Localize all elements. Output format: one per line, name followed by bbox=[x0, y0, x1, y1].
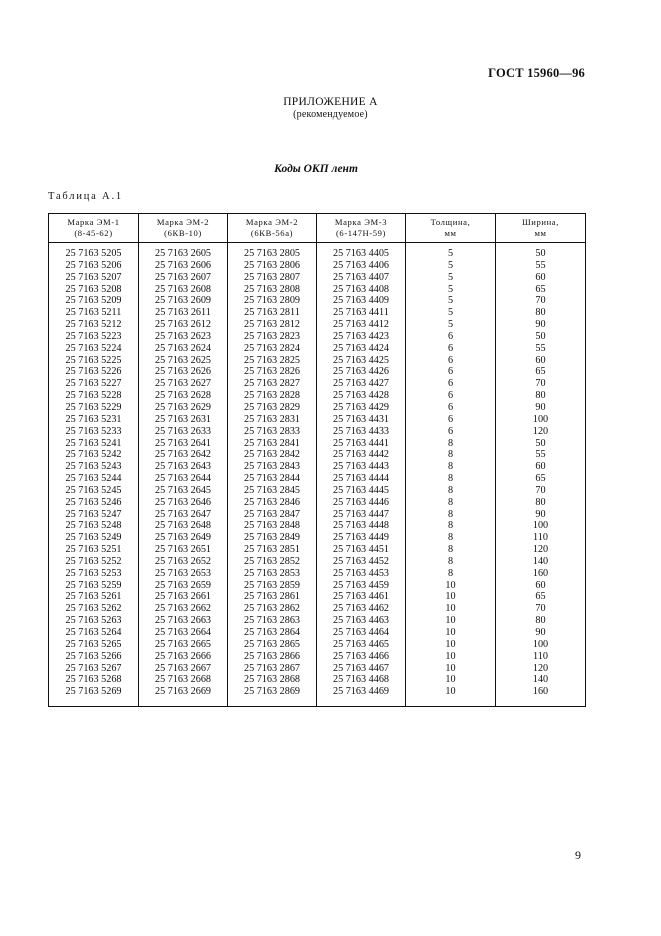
table-cell: 70 bbox=[496, 603, 586, 615]
table-row bbox=[49, 544, 586, 556]
table-row bbox=[49, 509, 586, 521]
table-cell: 90 bbox=[496, 319, 586, 331]
table-cell: 25 7163 2828 bbox=[228, 390, 317, 402]
table-row bbox=[49, 307, 586, 319]
table-row bbox=[49, 260, 586, 272]
table-cell: 10 bbox=[406, 627, 496, 639]
table-row bbox=[49, 520, 586, 532]
table-row bbox=[49, 686, 586, 706]
table-cell: 80 bbox=[496, 615, 586, 627]
table-cell: 25 7163 2809 bbox=[228, 295, 317, 307]
table-cell: 80 bbox=[496, 307, 586, 319]
column-header-line: (6КВ-10) bbox=[164, 228, 202, 238]
table-cell: 120 bbox=[496, 426, 586, 438]
table-cell: 25 7163 2833 bbox=[228, 426, 317, 438]
table-cell: 5 bbox=[406, 272, 496, 284]
page-number: 9 bbox=[575, 848, 581, 862]
table-cell: 25 7163 2661 bbox=[139, 591, 228, 603]
table-cell: 25 7163 5251 bbox=[49, 544, 139, 556]
table-cell: 25 7163 4451 bbox=[317, 544, 406, 556]
table-cell: 25 7163 2853 bbox=[228, 568, 317, 580]
table-cell: 65 bbox=[496, 591, 586, 603]
table-row bbox=[49, 532, 586, 544]
table-cell: 160 bbox=[496, 686, 586, 706]
table-row bbox=[49, 497, 586, 509]
table-cell: 25 7163 5252 bbox=[49, 556, 139, 568]
table-row bbox=[49, 674, 586, 686]
table-cell: 25 7163 4469 bbox=[317, 686, 406, 706]
table-cell: 10 bbox=[406, 603, 496, 615]
table-cell: 25 7163 4447 bbox=[317, 509, 406, 521]
table-cell: 90 bbox=[496, 402, 586, 414]
table-cell: 25 7163 5263 bbox=[49, 615, 139, 627]
table-cell: 25 7163 2827 bbox=[228, 378, 317, 390]
table-cell: 120 bbox=[496, 663, 586, 675]
table-cell: 100 bbox=[496, 520, 586, 532]
table-cell: 25 7163 2823 bbox=[228, 331, 317, 343]
table-cell: 25 7163 2626 bbox=[139, 366, 228, 378]
table-cell: 8 bbox=[406, 473, 496, 485]
table-cell: 25 7163 5211 bbox=[49, 307, 139, 319]
table-cell: 25 7163 2861 bbox=[228, 591, 317, 603]
table-cell: 55 bbox=[496, 343, 586, 355]
table-cell: 60 bbox=[496, 461, 586, 473]
table-cell: 25 7163 2843 bbox=[228, 461, 317, 473]
table-cell: 25 7163 2611 bbox=[139, 307, 228, 319]
table-row bbox=[49, 343, 586, 355]
table-cell: 5 bbox=[406, 243, 496, 260]
table-cell: 25 7163 2667 bbox=[139, 663, 228, 675]
table-cell: 25 7163 5207 bbox=[49, 272, 139, 284]
table-cell: 10 bbox=[406, 591, 496, 603]
document-code: ГОСТ 15960—96 bbox=[488, 66, 585, 80]
table-cell: 25 7163 4465 bbox=[317, 639, 406, 651]
table-cell: 25 7163 5225 bbox=[49, 355, 139, 367]
table-cell: 25 7163 4443 bbox=[317, 461, 406, 473]
table-cell: 25 7163 2806 bbox=[228, 260, 317, 272]
column-header-line: Марка ЭМ-3 bbox=[334, 217, 388, 227]
table-cell: 8 bbox=[406, 532, 496, 544]
table-cell: 25 7163 5262 bbox=[49, 603, 139, 615]
table-cell: 6 bbox=[406, 331, 496, 343]
table-cell: 25 7163 4409 bbox=[317, 295, 406, 307]
table-cell: 25 7163 2612 bbox=[139, 319, 228, 331]
table-cell: 100 bbox=[496, 414, 586, 426]
table-cell: 25 7163 4467 bbox=[317, 663, 406, 675]
table-cell: 80 bbox=[496, 497, 586, 509]
table-cell: 25 7163 2807 bbox=[228, 272, 317, 284]
table-cell: 25 7163 5266 bbox=[49, 651, 139, 663]
column-header-line: (8-45-62) bbox=[74, 228, 113, 238]
table-cell: 120 bbox=[496, 544, 586, 556]
table-cell: 50 bbox=[496, 243, 586, 260]
table-cell: 25 7163 2825 bbox=[228, 355, 317, 367]
table-cell: 25 7163 5268 bbox=[49, 674, 139, 686]
table-row bbox=[49, 402, 586, 414]
table-cell: 25 7163 5229 bbox=[49, 402, 139, 414]
table-header-row bbox=[49, 214, 586, 243]
table-cell: 25 7163 4462 bbox=[317, 603, 406, 615]
table-cell: 25 7163 4464 bbox=[317, 627, 406, 639]
table-cell: 8 bbox=[406, 449, 496, 461]
table-cell: 25 7163 2824 bbox=[228, 343, 317, 355]
table-cell: 25 7163 5269 bbox=[49, 686, 139, 706]
table-row bbox=[49, 663, 586, 675]
table-cell: 60 bbox=[496, 355, 586, 367]
table-cell: 90 bbox=[496, 627, 586, 639]
table-cell: 25 7163 2812 bbox=[228, 319, 317, 331]
table-cell: 25 7163 2641 bbox=[139, 438, 228, 450]
table-cell: 25 7163 4452 bbox=[317, 556, 406, 568]
table-cell: 25 7163 4449 bbox=[317, 532, 406, 544]
table-cell: 25 7163 2869 bbox=[228, 686, 317, 706]
table-cell: 10 bbox=[406, 674, 496, 686]
table-cell: 25 7163 5247 bbox=[49, 509, 139, 521]
table-cell: 25 7163 4444 bbox=[317, 473, 406, 485]
table-cell: 65 bbox=[496, 284, 586, 296]
table-cell: 70 bbox=[496, 295, 586, 307]
column-header-line: мм bbox=[444, 228, 457, 238]
table-cell: 25 7163 4448 bbox=[317, 520, 406, 532]
table-cell: 8 bbox=[406, 461, 496, 473]
table-cell: 25 7163 5265 bbox=[49, 639, 139, 651]
table-row bbox=[49, 461, 586, 473]
table-cell: 6 bbox=[406, 378, 496, 390]
table-cell: 70 bbox=[496, 378, 586, 390]
table-cell: 55 bbox=[496, 449, 586, 461]
table-cell: 25 7163 4408 bbox=[317, 284, 406, 296]
table-cell: 25 7163 2662 bbox=[139, 603, 228, 615]
table-row bbox=[49, 438, 586, 450]
table-cell: 6 bbox=[406, 343, 496, 355]
table-cell: 10 bbox=[406, 639, 496, 651]
table-cell: 8 bbox=[406, 568, 496, 580]
table-cell: 25 7163 4463 bbox=[317, 615, 406, 627]
table-row bbox=[49, 366, 586, 378]
table-cell: 140 bbox=[496, 556, 586, 568]
table-cell: 25 7163 2831 bbox=[228, 414, 317, 426]
table-cell: 25 7163 4442 bbox=[317, 449, 406, 461]
table-cell: 50 bbox=[496, 331, 586, 343]
table-cell: 25 7163 5228 bbox=[49, 390, 139, 402]
table-row bbox=[49, 639, 586, 651]
column-header-line: (6КВ-56а) bbox=[250, 228, 294, 238]
table-row bbox=[49, 651, 586, 663]
column-header bbox=[139, 214, 228, 243]
table-row bbox=[49, 378, 586, 390]
table-cell: 25 7163 2659 bbox=[139, 580, 228, 592]
table-label: Таблица А.1 bbox=[48, 191, 123, 202]
table-cell: 25 7163 4427 bbox=[317, 378, 406, 390]
table-cell: 25 7163 2808 bbox=[228, 284, 317, 296]
table-row bbox=[49, 580, 586, 592]
table-cell: 25 7163 4446 bbox=[317, 497, 406, 509]
table-cell: 10 bbox=[406, 663, 496, 675]
table-row bbox=[49, 272, 586, 284]
table-cell: 100 bbox=[496, 639, 586, 651]
table-cell: 5 bbox=[406, 307, 496, 319]
table-cell: 25 7163 4412 bbox=[317, 319, 406, 331]
table-cell: 25 7163 2863 bbox=[228, 615, 317, 627]
table-cell: 25 7163 4453 bbox=[317, 568, 406, 580]
column-header-line: Марка ЭМ-1 bbox=[67, 217, 120, 227]
table-cell: 8 bbox=[406, 544, 496, 556]
table-cell: 8 bbox=[406, 438, 496, 450]
table-cell: 25 7163 2868 bbox=[228, 674, 317, 686]
table-cell: 60 bbox=[496, 272, 586, 284]
table-cell: 5 bbox=[406, 319, 496, 331]
table-cell: 65 bbox=[496, 473, 586, 485]
table-cell: 25 7163 5212 bbox=[49, 319, 139, 331]
table-cell: 25 7163 5244 bbox=[49, 473, 139, 485]
okp-codes-table bbox=[48, 213, 586, 707]
table-cell: 25 7163 2624 bbox=[139, 343, 228, 355]
table-row bbox=[49, 449, 586, 461]
table-cell: 25 7163 4468 bbox=[317, 674, 406, 686]
table-cell: 25 7163 5267 bbox=[49, 663, 139, 675]
table-row bbox=[49, 615, 586, 627]
table-cell: 140 bbox=[496, 674, 586, 686]
table-cell: 25 7163 5245 bbox=[49, 485, 139, 497]
table-cell: 10 bbox=[406, 651, 496, 663]
table-cell: 5 bbox=[406, 295, 496, 307]
column-header-line: (6-147Н-59) bbox=[335, 228, 387, 238]
table-cell: 25 7163 2627 bbox=[139, 378, 228, 390]
table-cell: 25 7163 2605 bbox=[139, 243, 228, 260]
table-cell: 25 7163 2609 bbox=[139, 295, 228, 307]
table-cell: 25 7163 4407 bbox=[317, 272, 406, 284]
table-cell: 25 7163 5223 bbox=[49, 331, 139, 343]
table-cell: 25 7163 4461 bbox=[317, 591, 406, 603]
table-cell: 25 7163 2663 bbox=[139, 615, 228, 627]
table-cell: 25 7163 4426 bbox=[317, 366, 406, 378]
table-cell: 8 bbox=[406, 520, 496, 532]
table-cell: 25 7163 4424 bbox=[317, 343, 406, 355]
table-cell: 8 bbox=[406, 509, 496, 521]
table-cell: 25 7163 4433 bbox=[317, 426, 406, 438]
table-cell: 25 7163 4459 bbox=[317, 580, 406, 592]
table-row bbox=[49, 603, 586, 615]
table-cell: 25 7163 4423 bbox=[317, 331, 406, 343]
appendix-subtitle: (рекомендуемое) bbox=[293, 109, 368, 120]
table-cell: 8 bbox=[406, 556, 496, 568]
table-cell: 65 bbox=[496, 366, 586, 378]
table-cell: 25 7163 2651 bbox=[139, 544, 228, 556]
table-cell: 25 7163 2845 bbox=[228, 485, 317, 497]
table-row bbox=[49, 473, 586, 485]
table-cell: 25 7163 2844 bbox=[228, 473, 317, 485]
table-cell: 6 bbox=[406, 390, 496, 402]
table-cell: 25 7163 2649 bbox=[139, 532, 228, 544]
table-row bbox=[49, 355, 586, 367]
table-row bbox=[49, 319, 586, 331]
table-cell: 25 7163 5264 bbox=[49, 627, 139, 639]
column-header bbox=[496, 214, 586, 243]
table-cell: 25 7163 4429 bbox=[317, 402, 406, 414]
table-cell: 25 7163 5249 bbox=[49, 532, 139, 544]
column-header bbox=[406, 214, 496, 243]
table-cell: 8 bbox=[406, 485, 496, 497]
table-cell: 25 7163 2608 bbox=[139, 284, 228, 296]
table-cell: 25 7163 2653 bbox=[139, 568, 228, 580]
table-cell: 25 7163 2841 bbox=[228, 438, 317, 450]
table-cell: 25 7163 2607 bbox=[139, 272, 228, 284]
table-row bbox=[49, 243, 586, 260]
table-cell: 25 7163 4466 bbox=[317, 651, 406, 663]
table-cell: 25 7163 2668 bbox=[139, 674, 228, 686]
table-cell: 25 7163 5224 bbox=[49, 343, 139, 355]
table-cell: 25 7163 2666 bbox=[139, 651, 228, 663]
table-cell: 25 7163 2848 bbox=[228, 520, 317, 532]
table-cell: 25 7163 4431 bbox=[317, 414, 406, 426]
table-cell: 55 bbox=[496, 260, 586, 272]
table-cell: 110 bbox=[496, 532, 586, 544]
table-cell: 6 bbox=[406, 402, 496, 414]
table-cell: 25 7163 5241 bbox=[49, 438, 139, 450]
table-cell: 8 bbox=[406, 497, 496, 509]
table-cell: 25 7163 2864 bbox=[228, 627, 317, 639]
table-cell: 6 bbox=[406, 414, 496, 426]
table-cell: 10 bbox=[406, 580, 496, 592]
table-cell: 25 7163 2633 bbox=[139, 426, 228, 438]
table-cell: 25 7163 2842 bbox=[228, 449, 317, 461]
table-cell: 6 bbox=[406, 426, 496, 438]
table-cell: 25 7163 5208 bbox=[49, 284, 139, 296]
table-cell: 5 bbox=[406, 284, 496, 296]
table-cell: 25 7163 4405 bbox=[317, 243, 406, 260]
table-row bbox=[49, 568, 586, 580]
table-cell: 25 7163 2646 bbox=[139, 497, 228, 509]
table-row bbox=[49, 556, 586, 568]
table-cell: 25 7163 2631 bbox=[139, 414, 228, 426]
table-cell: 25 7163 2829 bbox=[228, 402, 317, 414]
table-cell: 25 7163 4425 bbox=[317, 355, 406, 367]
column-header-line: Толщина, bbox=[430, 217, 471, 227]
table-cell: 25 7163 5226 bbox=[49, 366, 139, 378]
table-cell: 25 7163 2846 bbox=[228, 497, 317, 509]
table-cell: 25 7163 5248 bbox=[49, 520, 139, 532]
column-header bbox=[49, 214, 139, 243]
table-cell: 5 bbox=[406, 260, 496, 272]
table-cell: 25 7163 2862 bbox=[228, 603, 317, 615]
table-cell: 25 7163 4411 bbox=[317, 307, 406, 319]
table-cell: 6 bbox=[406, 366, 496, 378]
table-cell: 25 7163 5259 bbox=[49, 580, 139, 592]
table-body bbox=[49, 243, 586, 707]
table-cell: 25 7163 2865 bbox=[228, 639, 317, 651]
table-cell: 25 7163 2826 bbox=[228, 366, 317, 378]
table-cell: 25 7163 2643 bbox=[139, 461, 228, 473]
appendix-title: ПРИЛОЖЕНИЕ А bbox=[283, 96, 378, 108]
table-cell: 25 7163 2648 bbox=[139, 520, 228, 532]
table-cell: 25 7163 5206 bbox=[49, 260, 139, 272]
table-cell: 90 bbox=[496, 509, 586, 521]
table-cell: 25 7163 5261 bbox=[49, 591, 139, 603]
table-cell: 25 7163 2849 bbox=[228, 532, 317, 544]
table-cell: 25 7163 2642 bbox=[139, 449, 228, 461]
table-cell: 6 bbox=[406, 355, 496, 367]
section-title: Коды ОКП лент bbox=[274, 163, 358, 175]
column-header bbox=[228, 214, 317, 243]
table-cell: 25 7163 2847 bbox=[228, 509, 317, 521]
table-row bbox=[49, 331, 586, 343]
table-cell: 25 7163 2628 bbox=[139, 390, 228, 402]
table-cell: 25 7163 5205 bbox=[49, 243, 139, 260]
table-cell: 25 7163 2859 bbox=[228, 580, 317, 592]
table-cell: 110 bbox=[496, 651, 586, 663]
table-cell: 25 7163 2625 bbox=[139, 355, 228, 367]
column-header bbox=[317, 214, 406, 243]
table-cell: 10 bbox=[406, 615, 496, 627]
table-row bbox=[49, 426, 586, 438]
table-cell: 25 7163 2606 bbox=[139, 260, 228, 272]
table-cell: 25 7163 2652 bbox=[139, 556, 228, 568]
table-cell: 25 7163 5233 bbox=[49, 426, 139, 438]
table-cell: 25 7163 2851 bbox=[228, 544, 317, 556]
table-row bbox=[49, 414, 586, 426]
table-cell: 25 7163 2669 bbox=[139, 686, 228, 706]
table-cell: 160 bbox=[496, 568, 586, 580]
column-header-line: Марка ЭМ-2 bbox=[245, 217, 299, 227]
table-row bbox=[49, 485, 586, 497]
table-cell: 25 7163 2645 bbox=[139, 485, 228, 497]
table-cell: 25 7163 5231 bbox=[49, 414, 139, 426]
table-cell: 60 bbox=[496, 580, 586, 592]
table-cell: 25 7163 2867 bbox=[228, 663, 317, 675]
table-cell: 25 7163 4445 bbox=[317, 485, 406, 497]
table-cell: 25 7163 5253 bbox=[49, 568, 139, 580]
column-header-line: Марка ЭМ-2 bbox=[156, 217, 210, 227]
table-cell: 25 7163 4441 bbox=[317, 438, 406, 450]
table-cell: 25 7163 5227 bbox=[49, 378, 139, 390]
table-row bbox=[49, 390, 586, 402]
table-cell: 25 7163 5243 bbox=[49, 461, 139, 473]
table-cell: 25 7163 5246 bbox=[49, 497, 139, 509]
table-row bbox=[49, 627, 586, 639]
table-cell: 25 7163 2866 bbox=[228, 651, 317, 663]
table-row bbox=[49, 284, 586, 296]
table-cell: 25 7163 2664 bbox=[139, 627, 228, 639]
table-cell: 25 7163 2852 bbox=[228, 556, 317, 568]
table-cell: 50 bbox=[496, 438, 586, 450]
table-cell: 25 7163 4406 bbox=[317, 260, 406, 272]
table-row bbox=[49, 295, 586, 307]
column-header-line: Ширина, bbox=[522, 217, 559, 227]
table-cell: 25 7163 2647 bbox=[139, 509, 228, 521]
table-cell: 25 7163 5242 bbox=[49, 449, 139, 461]
table-cell: 25 7163 4428 bbox=[317, 390, 406, 402]
table-cell: 10 bbox=[406, 686, 496, 706]
table-cell: 25 7163 2805 bbox=[228, 243, 317, 260]
table-row bbox=[49, 591, 586, 603]
table-cell: 25 7163 2629 bbox=[139, 402, 228, 414]
table-cell: 25 7163 5209 bbox=[49, 295, 139, 307]
table-cell: 25 7163 2665 bbox=[139, 639, 228, 651]
column-header-line: мм bbox=[534, 228, 547, 238]
table-cell: 25 7163 2623 bbox=[139, 331, 228, 343]
table-cell: 80 bbox=[496, 390, 586, 402]
table-cell: 25 7163 2811 bbox=[228, 307, 317, 319]
table-cell: 70 bbox=[496, 485, 586, 497]
table-cell: 25 7163 2644 bbox=[139, 473, 228, 485]
